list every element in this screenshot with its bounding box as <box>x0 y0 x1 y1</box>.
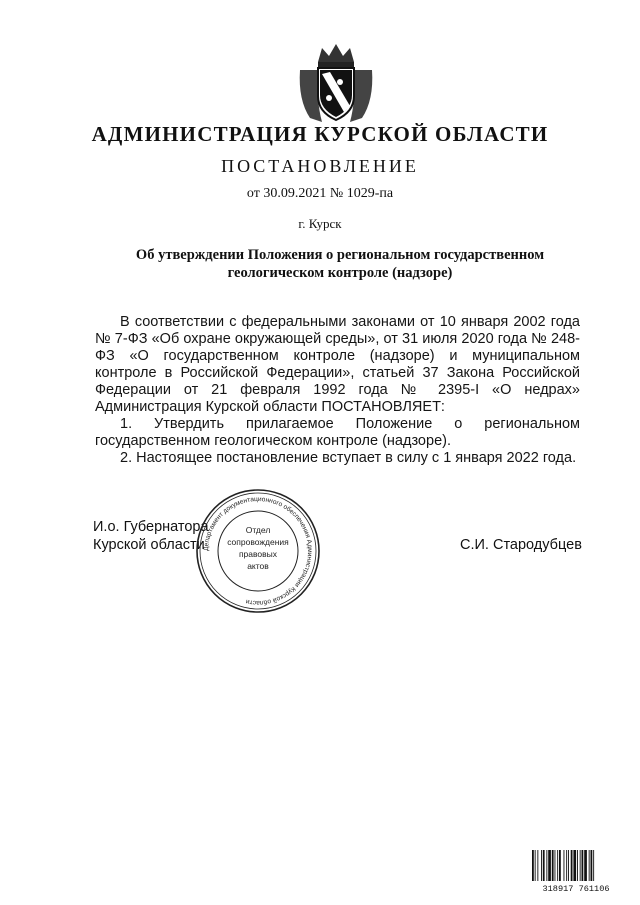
barcode-bar <box>582 850 584 881</box>
barcode-bar <box>552 850 554 881</box>
document-barcode <box>530 849 622 893</box>
subject-line-2: геологическом контроле (надзоре) <box>227 265 453 281</box>
stamp-ring-text: Департамент документационного обеспечения Администрации Курской области <box>202 495 314 607</box>
barcode-bar <box>589 850 590 881</box>
barcode-bar <box>577 850 578 881</box>
signer-position-line-1: И.о. Губернатора <box>93 519 209 535</box>
document-city: г. Курск <box>298 216 342 231</box>
barcode-bar <box>571 850 573 881</box>
coat-of-arms-emblem <box>296 40 376 124</box>
document-subject <box>100 246 580 282</box>
subject-line-1: Об утверждении Положения о региональном государственном <box>135 247 545 263</box>
barcode-bar <box>557 850 558 881</box>
barcode-bar <box>573 850 576 881</box>
official-stamp <box>194 487 322 615</box>
barcode-bar <box>591 850 593 881</box>
resolution-item-2: 2. Настоящее постановление вступает в силу с 1 января 2022 года. <box>120 450 577 466</box>
barcode-bar <box>555 850 556 881</box>
barcode-bar <box>543 850 545 881</box>
signer-position <box>93 518 209 554</box>
signer-position-line-2: Курской области <box>93 537 205 553</box>
signer-name: С.И. Стародубцев <box>460 537 582 553</box>
barcode-bar <box>537 850 538 881</box>
barcode-bar <box>564 850 565 881</box>
barcode-bar <box>566 850 567 881</box>
barcode-bar <box>546 850 547 881</box>
barcode-bar <box>580 850 581 881</box>
barcode-bars <box>532 850 594 881</box>
stamp-center-line-3: правовых <box>238 549 278 559</box>
organization-title: АДМИНИСТРАЦИЯ КУРСКОЙ ОБЛАСТИ <box>91 122 549 146</box>
barcode-bar <box>535 850 536 881</box>
barcode-number: 318917 761106 <box>542 884 610 893</box>
barcode-bar <box>584 850 587 881</box>
stamp-center-line-1: Отдел <box>245 525 271 535</box>
barcode-bar <box>541 850 542 881</box>
barcode-bar <box>568 850 569 881</box>
barcode-bar <box>532 850 534 881</box>
document-date-number: от 30.09.2021 № 1029-па <box>246 186 394 201</box>
barcode-bar <box>548 850 551 881</box>
stamp-center-line-4: актов <box>247 561 269 571</box>
document-type-heading: ПОСТАНОВЛЕНИЕ <box>221 156 419 176</box>
stamp-center-line-2: сопровождения <box>227 537 289 547</box>
resolution-item-1: 1. Утвердить прилагаемое Положение о региональном государственном геологическом контроле (надзоре). <box>95 416 580 449</box>
barcode-bar <box>593 850 594 881</box>
barcode-bar <box>559 850 561 881</box>
preamble-paragraph: В соответствии с федеральными законами от 10 января 2002 года № 7-ФЗ «Об охране окружающей среды», от 31 июля 2020 года № 248-ФЗ «О государственном контроле (надзоре) и муниципальном контроле в Российской Федерации», статьей 37 Закона Российской Федерации от 21 февраля 1992 года № 2395-I «О недрах» Администрация Курской области ПОСТАНОВЛЯЕТ: <box>95 314 580 415</box>
